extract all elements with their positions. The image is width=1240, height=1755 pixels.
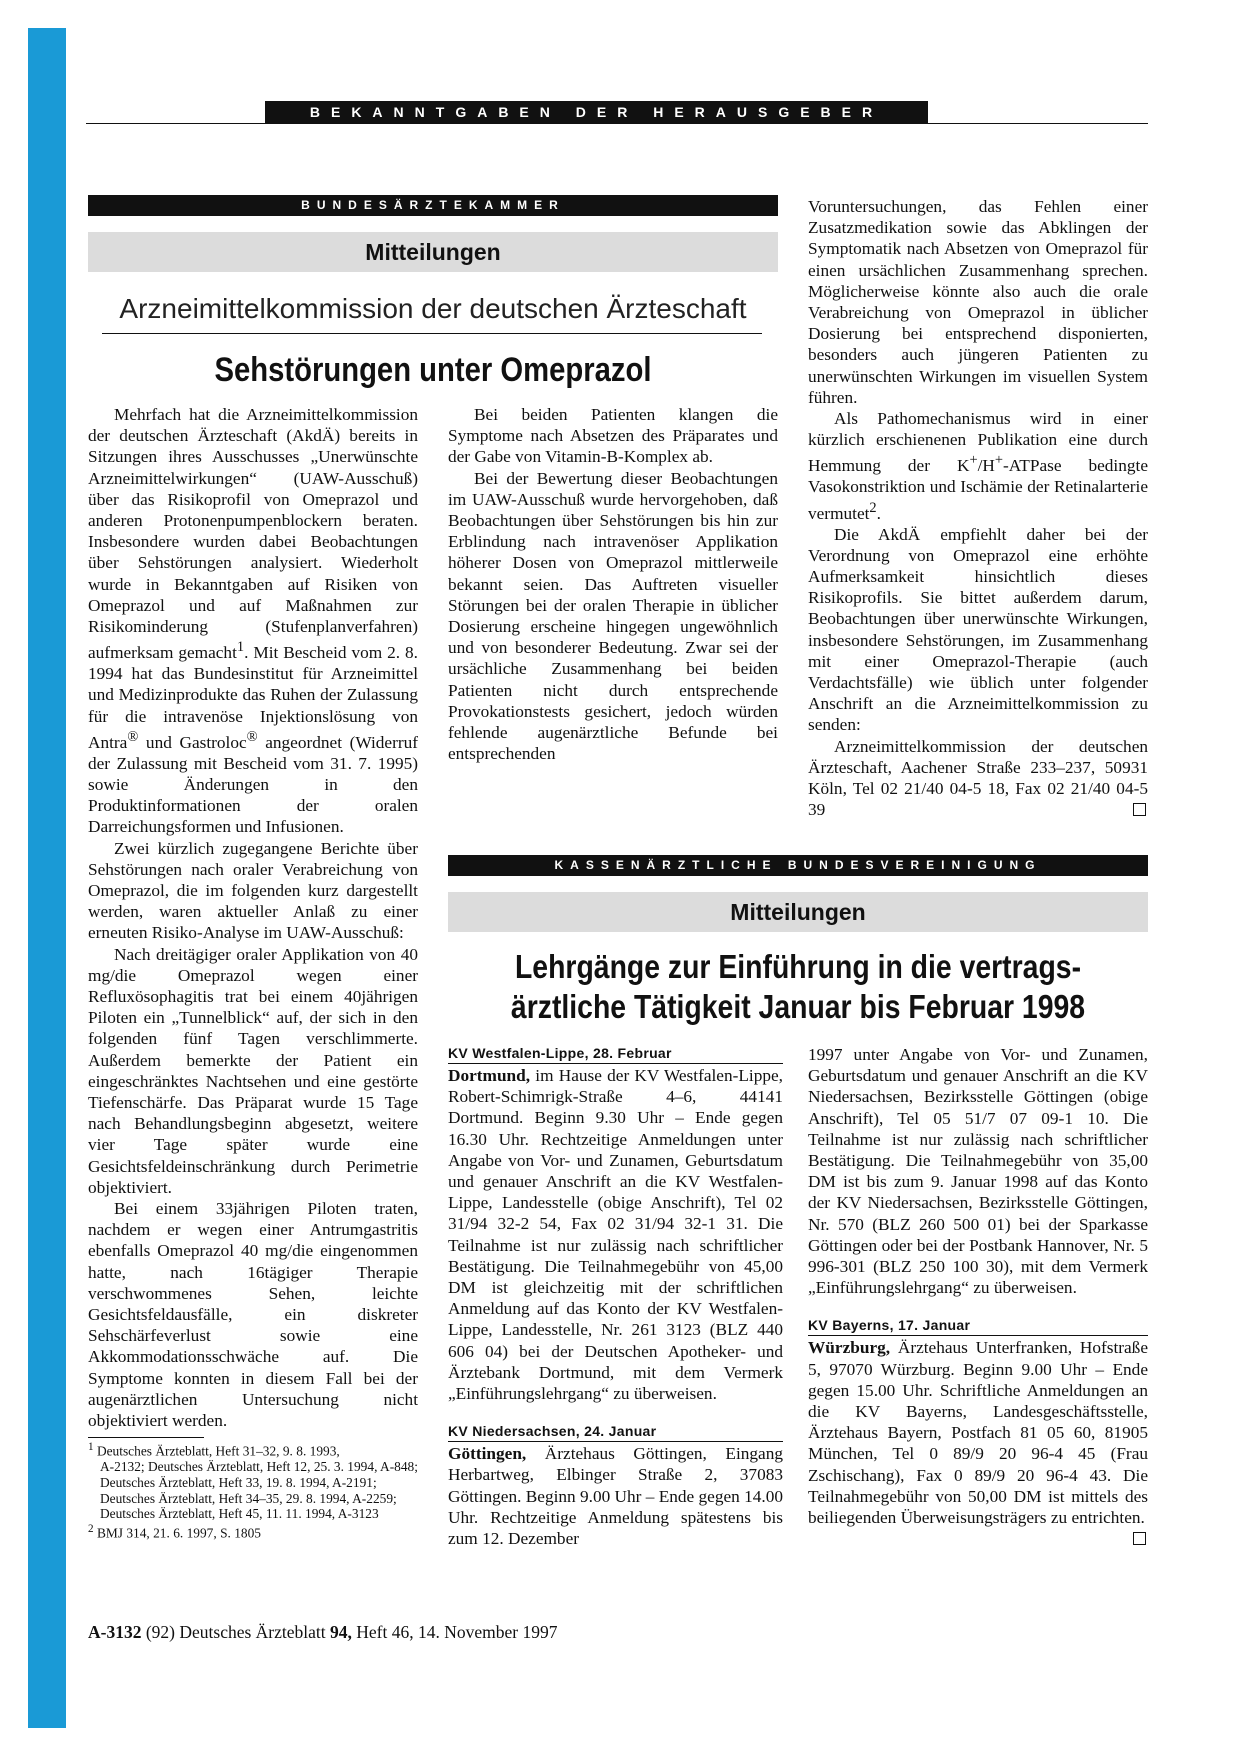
paragraph: Göttingen, Ärztehaus Göttingen, Eingang Herbartweg, Elbinger Straße 2, 37083 Göttingen. Beginn 9.00 Uhr – Ende gegen 14.00 Uhr. Rechtzeitige Anmeldung spätestens bis zum 12. Dezember <box>448 1444 784 1549</box>
paragraph: Bei der Bewertung dieser Beobachtungen im UAW-Ausschuß wurde hervorgehoben, daß Beobachtungen über Sehstörungen bis hin zur Erblindung nach intravenöser Applikation höherer Dosen von Omeprazol mittlerweile bekannt seien. Das Auftreten visueller Störungen bei der oralen Therapie in üblicher Dosierung erscheine hingegen ungewöhnlich und von besonderer Bedeutung. Zwar sei der ursächliche Zusammenhang bei beiden Patienten nicht durch entsprechende Provokationstests gesichert, jedoch würden fehlende augenärztliche Befunde bei entsprechenden <box>448 468 778 764</box>
paragraph: Bei einem 33jährigen Piloten traten, nachdem er wegen einer Antrumgastritis ebenfalls Omeprazol 40 mg/die eingenommen hatte, nach 16tägiger Therapie verschwommenes Sehen, leichte Gesichtsfeldausfälle, ein diskreter Sehschärfeverlust sowie eine Akkommodationsschwäche auf. Die Symptome konnten in diesem Fall bei der augenärztlichen Untersuchung nicht objektiviert werden. <box>88 1199 418 1431</box>
paragraph: Voruntersuchungen, das Fehlen einer Zusatzmedikation sowie das Abklingen der Symptomatik nach Absetzen von Omeprazol für einen ursächlichen Zusammenhang sprechen. Möglicherweise könnte also auch die orale Verabreichung von Omeprazol in üblicher Dosierung bei entsprechend disponierten, besonders auch jüngeren Patienten zu unerwünschten Wirkungen im visuellen System führen. <box>808 197 1148 407</box>
footnote-rule <box>88 1437 204 1438</box>
section-bar-baek: BUNDESÄRZTEKAMMER <box>88 195 778 216</box>
margin-color-bar <box>28 28 66 1728</box>
paragraph: Würzburg, Ärztehaus Unterfranken, Hofstraße 5, 97070 Würzburg. Beginn 9.00 Uhr – Ende gegen 15.00 Uhr. Schriftliche Anmeldungen an die KV Bayerns, Landesgeschäftsstelle, Ärztehaus Bayern, Postfach 81 05 60, 81905 München, Tel 0 89/9 20 96-4 45 (Frau Zschischang), Fax 0 89/9 20 96-4 43. Die Teilnahmegebühr von 50,00 DM ist mittels des beiliegenden Überweisungsträgers zu entrichten. <box>808 1337 1148 1528</box>
end-mark-icon <box>1133 803 1146 816</box>
kbv-column-1 <box>448 1044 783 1549</box>
organization-name: Arzneimittelkommission der deutschen Ärzteschaft <box>119 293 747 324</box>
paragraph: Nach dreitägiger oraler Applikation von 40 mg/die Omeprazol wegen einer Refluxösophagitis trat bei einem 40jährigen Piloten ein „Tunnelblick“ auf, der sich in den folgenden fünf Tagen verschlimmerte. Außerdem bemerkte der Patient ein eingeschränktes Nachtsehen und eine gestörte Tiefenschärfe. Das Präparat wurde 15 Tage nach Behandlungsbeginn abgesetzt, weitere vier Tage später wurde eine Gesichtsfeldeinschränkung durch Perimetrie objektiviert. <box>88 944 418 1197</box>
page-footer: A-3132 (92) Deutsches Ärzteblatt 94, Heft 46, 14. November 1997 <box>88 1622 558 1642</box>
article-column-1 <box>88 404 418 1541</box>
end-mark-icon <box>1133 1532 1146 1545</box>
footnote-2: $^2$ BMJ 314, 21. 6. 1997, S. 1805 <box>88 1522 261 1541</box>
paragraph: Arzneimittelkommission der deutschen Ärzteschaft, Aachener Straße 233–237, 50931 Köln, Tel 02 21/40 04-5 18, Fax 02 21/40 04-5 39 <box>808 736 1148 820</box>
article-column-2 <box>448 404 778 764</box>
header-bar: BEKANNTGABEN DER HERAUSGEBER <box>265 101 928 123</box>
paragraph: Die AkdÄ empfiehlt daher bei der Verordnung von Omeprazol eine erhöhte Aufmerksamkeit hinsichtlich dieses Risikoprofils. Sie bittet außerdem darum, Beobachtungen über unerwünschte Wirkungen, insbesondere Sehstörungen, im Zusammenhang mit einer Omeprazol-Therapie (auch Verdachtsfälle) wie üblich unter folgender Anschrift an die Arzneimittelkommission zu senden: <box>808 524 1148 735</box>
header-rule <box>86 123 1148 124</box>
section-bar-kbv: KASSENÄRZTLICHE BUNDESVEREINIGUNG <box>448 855 1148 876</box>
paragraph: Als Pathomechanismus wird in einer kürzlich erschienenen Publikation eine durch Hemmung der K+/H+-ATPase bedingte Vasokonstriktion und Ischämie der Retinalarterie vermutet$^2$. <box>808 409 1148 523</box>
paragraph: Dortmund, im Hause der KV Westfalen-Lippe, Robert-Schimrigk-Straße 4–6, 44141 Dortmund. Beginn 9.30 Uhr – Ende gegen 16.30 Uhr. Rechtzeitige Anmeldungen unter Angabe von Vor- und Zunamen, Geburtsdatum und genauer Anschrift an die KV Westfalen-Lippe, Landesstelle (obige Anschrift), Tel 02 31/94 32-2 54, Fax 02 31/94 32-1 31. Die Teilnahme ist nur zulässig nach schriftlicher Bestätigung. Die Teilnahmegebühr von 45,00 DM ist gleichzeitig mit der schriftlichen Anmeldung auf das Konto der KV Westfalen-Lippe, Landesstelle, Nr. 261 3123 (BLZ 440 606 04) bei der Deutschen Apotheker- und Ärztebank Dortmund, mit dem Vermerk „Einführungslehrgang“ zu überweisen. <box>448 1066 783 1404</box>
paragraph: Mehrfach hat die Arzneimittelkommission der deutschen Ärzteschaft (AkdÄ) bereits in Sitzungen ihres Ausschusses „Unerwünschte Arzneimittelwirkungen“ (UAW-Ausschuß) über das Risikoprofil von Omeprazol und anderen Protonenpumpenblockern beraten. Insbesondere wurden dabei Beobachtungen über Sehstörungen analysiert. Wiederholt wurde in Bekanntgaben auf Risiken von Omeprazol und auf Maßnahmen zur Risikominderung (Stufenplanverfahren) aufmerksam gemacht$^1$. Mit Bescheid vom 2. 8. 1994 hat das Bundesinstitut für Arzneimittel und Medizinprodukte das Ruhen der Zulassung für die intravenöse Injektionslösung von Antra® und Gastroloc® angeordnet (Widerruf der Zulassung mit Bescheid vom 31. 7. 1995) sowie Änderungen in den Produktinformationen der oralen Darreichungsformen und Infusionen. <box>88 405 418 837</box>
article-title-2: Lehrgänge zur Einführung in die vertrags- ärztliche Tätigkeit Januar bis Februar 1998 <box>510 948 1086 1025</box>
subheading-bayern: KV Bayerns, 17. Januar <box>808 1316 1148 1336</box>
paragraph: Bei beiden Patienten klangen die Symptome nach Absetzen des Präparates und der Gabe von Vitamin-B-Komplex ab. <box>448 405 778 467</box>
mitteilungen-heading: Mitteilungen <box>448 892 1148 932</box>
subheading-niedersachsen: KV Niedersachsen, 24. Januar <box>448 1422 783 1442</box>
org-rule <box>102 333 762 334</box>
article-column-3 <box>808 196 1148 820</box>
footnote-1: $^1$ Deutsches Ärzteblatt, Heft 31–32, 9. 8. 1993, A-2132; Deutsches Ärzteblatt, Heft 12, 25. 3. 1994, A-848; Deutsches Ärzteblatt, Heft 33, 19. 8. 1994, A-2191; Deutsches Ärzteblatt, Heft 34–35, 29. 8. 1994, A-2259; Deutsches Ärzteblatt, Heft 45, 11. 11. 1994, A-3123 <box>88 1441 418 1522</box>
mitteilungen-heading: Mitteilungen <box>88 232 778 272</box>
article-title: Sehstörungen unter Omeprazol <box>214 351 652 389</box>
subheading-westfalen: KV Westfalen-Lippe, 28. Februar <box>448 1044 783 1064</box>
paragraph: 1997 unter Angabe von Vor- und Zunamen, Geburtsdatum und genauer Anschrift an die KV Niedersachsen, Bezirksstelle Göttingen (obige Anschrift), Tel 05 51/7 07 09-1 10. Die Teilnahme ist nur zulässig nach schriftlicher Bestätigung. Die Teilnahmegebühr von 35,00 DM ist bis zum 9. Januar 1998 auf das Konto der KV Niedersachsen, Bezirksstelle Göttingen, Nr. 570 (BLZ 260 500 01) bei der Sparkasse Göttingen oder bei der Postbank Hannover, Nr. 5 996-301 (BLZ 250 100 30), mit dem Vermerk „Einführungslehrgang“ zu überweisen. <box>808 1045 1148 1298</box>
paragraph: Zwei kürzlich zugegangene Berichte über Sehstörungen nach oraler Verabreichung von Omeprazol, die im folgenden kurz dargestellt werden, waren aktueller Anlaß zu einer erneuten Risiko-Analyse im UAW-Ausschuß: <box>88 838 418 943</box>
kbv-column-2 <box>808 1044 1148 1545</box>
